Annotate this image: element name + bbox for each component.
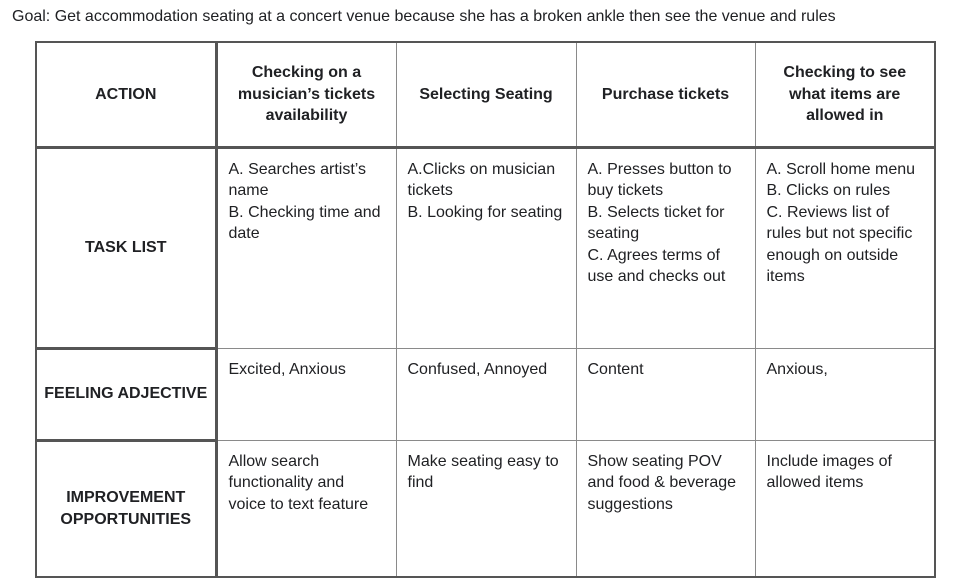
improvement-cell (216, 440, 396, 577)
feeling-text: Excited, Anxious (228, 360, 346, 378)
task-item: A.Clicks on musician tickets (407, 160, 556, 199)
task-cell (755, 147, 935, 348)
feeling-text: Content (587, 360, 644, 378)
improvement-cell (755, 440, 935, 577)
improvement-cell (576, 440, 755, 577)
task-item: B. Selects ticket for seating (587, 203, 725, 242)
improvement-opportunities-row (36, 440, 935, 577)
feeling-cell (396, 348, 576, 440)
task-list-row (36, 147, 935, 348)
improvement-text: Allow search functionality and voice to text feature (228, 452, 369, 513)
task-item: B. Looking for seating (407, 203, 563, 221)
improvement-text: Show seating POV and food & beverage suggestions (587, 452, 737, 513)
task-item: C. Reviews list of rules but not specific enough on outside items (766, 203, 913, 285)
feeling-cell (576, 348, 755, 440)
column-header-checking-tickets: Checking on a musician’s tickets availability (216, 42, 396, 147)
column-header-purchase-tickets: Purchase tickets (576, 42, 755, 147)
feeling-text: Anxious, (766, 360, 828, 378)
task-cell (396, 147, 576, 348)
task-item: A. Scroll home menu (766, 160, 916, 178)
row-header-improvement-opportunities: IMPROVEMENT OPPORTUNITIES (36, 440, 216, 577)
task-item: B. Checking time and date (228, 203, 381, 242)
column-header-allowed-items: Checking to see what items are allowed in (755, 42, 935, 147)
header-row (36, 42, 935, 147)
task-cell (216, 147, 396, 348)
feeling-cell (755, 348, 935, 440)
improvement-cell (396, 440, 576, 577)
feeling-cell (216, 348, 396, 440)
task-item: A. Searches artist’s name (228, 160, 367, 199)
feeling-adjective-row (36, 348, 935, 440)
goal-statement: Goal: Get accommodation seating at a concert venue because she has a broken ankle then see the venue and rules (12, 8, 836, 25)
row-header-task-list: TASK LIST (36, 147, 216, 348)
column-header-selecting-seating: Selecting Seating (396, 42, 576, 147)
improvement-text: Make seating easy to find (407, 452, 559, 491)
row-header-feeling-adjective: FEELING ADJECTIVE (36, 348, 216, 440)
task-item: C. Agrees terms of use and checks out (587, 246, 726, 285)
action-header: ACTION (36, 42, 216, 147)
improvement-text: Include images of allowed items (766, 452, 892, 491)
user-journey-map-table (35, 41, 936, 578)
task-cell (576, 147, 755, 348)
task-item: B. Clicks on rules (766, 182, 891, 199)
feeling-text: Confused, Annoyed (407, 360, 548, 378)
task-item: A. Presses button to buy tickets (587, 160, 732, 199)
